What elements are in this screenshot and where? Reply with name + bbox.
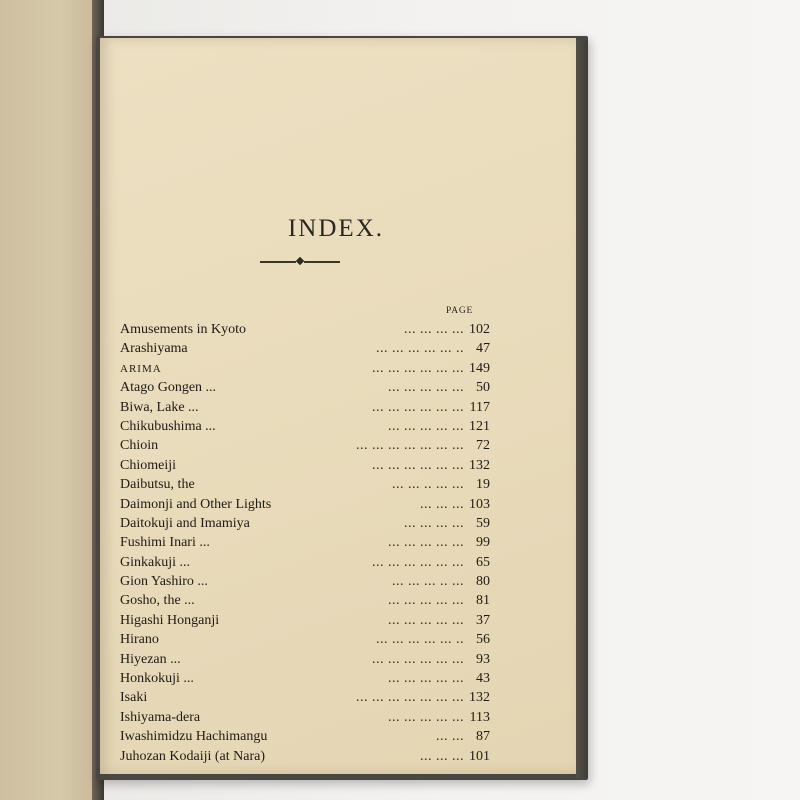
entry-leader-dots: ... ... ...	[420, 496, 464, 512]
index-entry	[120, 555, 490, 574]
index-entry	[120, 535, 490, 554]
entry-leader-dots: ... ... ... ... ...	[388, 535, 464, 551]
index-entry	[120, 710, 490, 729]
entry-page-number: 132	[469, 690, 490, 706]
index-entry	[120, 322, 490, 341]
index-entry	[120, 690, 490, 709]
index-entry	[120, 400, 490, 419]
entry-name: ARIMA	[120, 362, 162, 375]
entry-leader-dots: ... ... ... ... ...	[388, 380, 464, 396]
entry-page-number: 99	[476, 535, 490, 551]
entry-page-number: 80	[476, 574, 490, 590]
entry-page-number: 56	[476, 632, 490, 648]
entry-name: Daibutsu, the	[120, 477, 195, 493]
entry-name: Gosho, the ...	[120, 593, 195, 609]
entry-page-number: 132	[469, 457, 490, 473]
book-page	[100, 38, 576, 774]
entry-name: Honkokuji ...	[120, 671, 194, 687]
index-entry	[120, 341, 490, 360]
entry-page-number: 65	[476, 554, 490, 570]
index-entry	[120, 361, 490, 380]
index-entry	[120, 632, 490, 651]
entry-name: Hirano	[120, 632, 159, 648]
entry-name: Chiomeiji	[120, 457, 176, 473]
entry-leader-dots: ... ... ... ... ...	[388, 593, 464, 609]
entry-name: Chikubushima ...	[120, 418, 216, 434]
index-title: INDEX.	[287, 215, 384, 242]
page-column-header: PAGE	[446, 306, 474, 316]
index-entry	[120, 438, 490, 457]
entry-page-number: 121	[469, 418, 490, 434]
index-entry	[120, 671, 490, 690]
entry-page-number: 149	[469, 360, 490, 376]
entry-name: Daimonji and Other Lights	[120, 496, 272, 512]
index-entry	[120, 458, 490, 477]
entry-page-number: 93	[476, 651, 490, 667]
entry-leader-dots: ... ... ... ... ... ..	[376, 632, 464, 648]
entry-name: Iwashimidzu Hachimangu	[120, 729, 268, 745]
ornament-rule-right	[304, 261, 340, 263]
entry-page-number: 59	[476, 515, 490, 531]
entry-page-number: 103	[469, 496, 490, 512]
entry-name: Fushimi Inari ...	[120, 535, 210, 551]
entry-page-number: 50	[476, 380, 490, 396]
entry-page-number: 43	[476, 671, 490, 687]
entry-leader-dots: ... ... ... ...	[404, 515, 464, 531]
entry-leader-dots: ... ... ... ... ...	[388, 612, 464, 628]
index-entry	[120, 652, 490, 671]
entry-name: Gion Yashiro ...	[120, 574, 208, 590]
entry-page-number: 72	[476, 438, 490, 454]
index-entry	[120, 477, 490, 496]
entry-leader-dots: ... ... ... ... ... ...	[372, 360, 464, 376]
entry-page-number: 19	[476, 477, 490, 493]
index-entry	[120, 574, 490, 593]
entry-name: Ishiyama-dera	[120, 709, 201, 725]
entry-name: Ginkakuji ...	[120, 554, 190, 570]
entry-leader-dots: ... ... ... ... ...	[388, 418, 464, 434]
entry-leader-dots: ... ... ... ... ... ...	[372, 457, 464, 473]
entry-name: Isaki	[120, 690, 148, 706]
entry-name: Biwa, Lake ...	[120, 399, 199, 415]
entry-leader-dots: ... ... ... ... ... ...	[372, 651, 464, 667]
entry-page-number: 81	[476, 593, 490, 609]
ornament-rule-left	[260, 261, 296, 263]
entry-leader-dots: ... ... ... ... ... ... ...	[356, 438, 464, 454]
entry-page-number: 101	[469, 748, 490, 764]
entry-name: Juhozan Kodaiji (at Nara)	[120, 748, 265, 764]
title-ornament	[260, 258, 340, 266]
entry-leader-dots: ... ... ... ... ... ... ...	[356, 690, 464, 706]
ornament-diamond-icon	[296, 257, 304, 265]
index-entries	[120, 322, 490, 768]
entry-leader-dots: ... ... ...	[420, 748, 464, 764]
entry-leader-dots: ... ... ... .. ...	[392, 574, 464, 590]
index-entry	[120, 749, 490, 768]
index-entry	[120, 380, 490, 399]
entry-leader-dots: ... ... .. ... ...	[392, 477, 464, 493]
entry-leader-dots: ... ... ... ... ...	[388, 709, 464, 725]
index-entry	[120, 419, 490, 438]
index-entry	[120, 613, 490, 632]
entry-page-number: 102	[469, 322, 490, 337]
entry-name: Daitokuji and Imamiya	[120, 515, 250, 531]
facing-page-edge	[0, 0, 100, 800]
entry-name: Amusements in Kyoto	[120, 322, 246, 337]
index-entry	[120, 497, 490, 516]
entry-page-number: 47	[476, 341, 490, 357]
entry-page-number: 117	[469, 399, 490, 415]
entry-leader-dots: ... ... ... ...	[404, 322, 464, 337]
entry-page-number: 87	[476, 729, 490, 745]
index-entry	[120, 729, 490, 748]
entry-name: Chioin	[120, 438, 159, 454]
entry-page-number: 37	[476, 612, 490, 628]
entry-leader-dots: ... ... ... ... ... ...	[372, 554, 464, 570]
entry-leader-dots: ... ... ... ... ... ...	[372, 399, 464, 415]
cover-edge	[576, 40, 588, 778]
entry-leader-dots: ... ...	[436, 729, 464, 745]
entry-leader-dots: ... ... ... ... ... ..	[376, 341, 464, 357]
entry-name: Atago Gongen ...	[120, 380, 217, 396]
entry-leader-dots: ... ... ... ... ...	[388, 671, 464, 687]
entry-name: Arashiyama	[120, 341, 188, 357]
entry-name: Higashi Honganji	[120, 612, 220, 628]
index-entry	[120, 516, 490, 535]
entry-name: Hiyezan ...	[120, 651, 181, 667]
index-entry	[120, 593, 490, 612]
entry-page-number: 113	[469, 709, 490, 725]
